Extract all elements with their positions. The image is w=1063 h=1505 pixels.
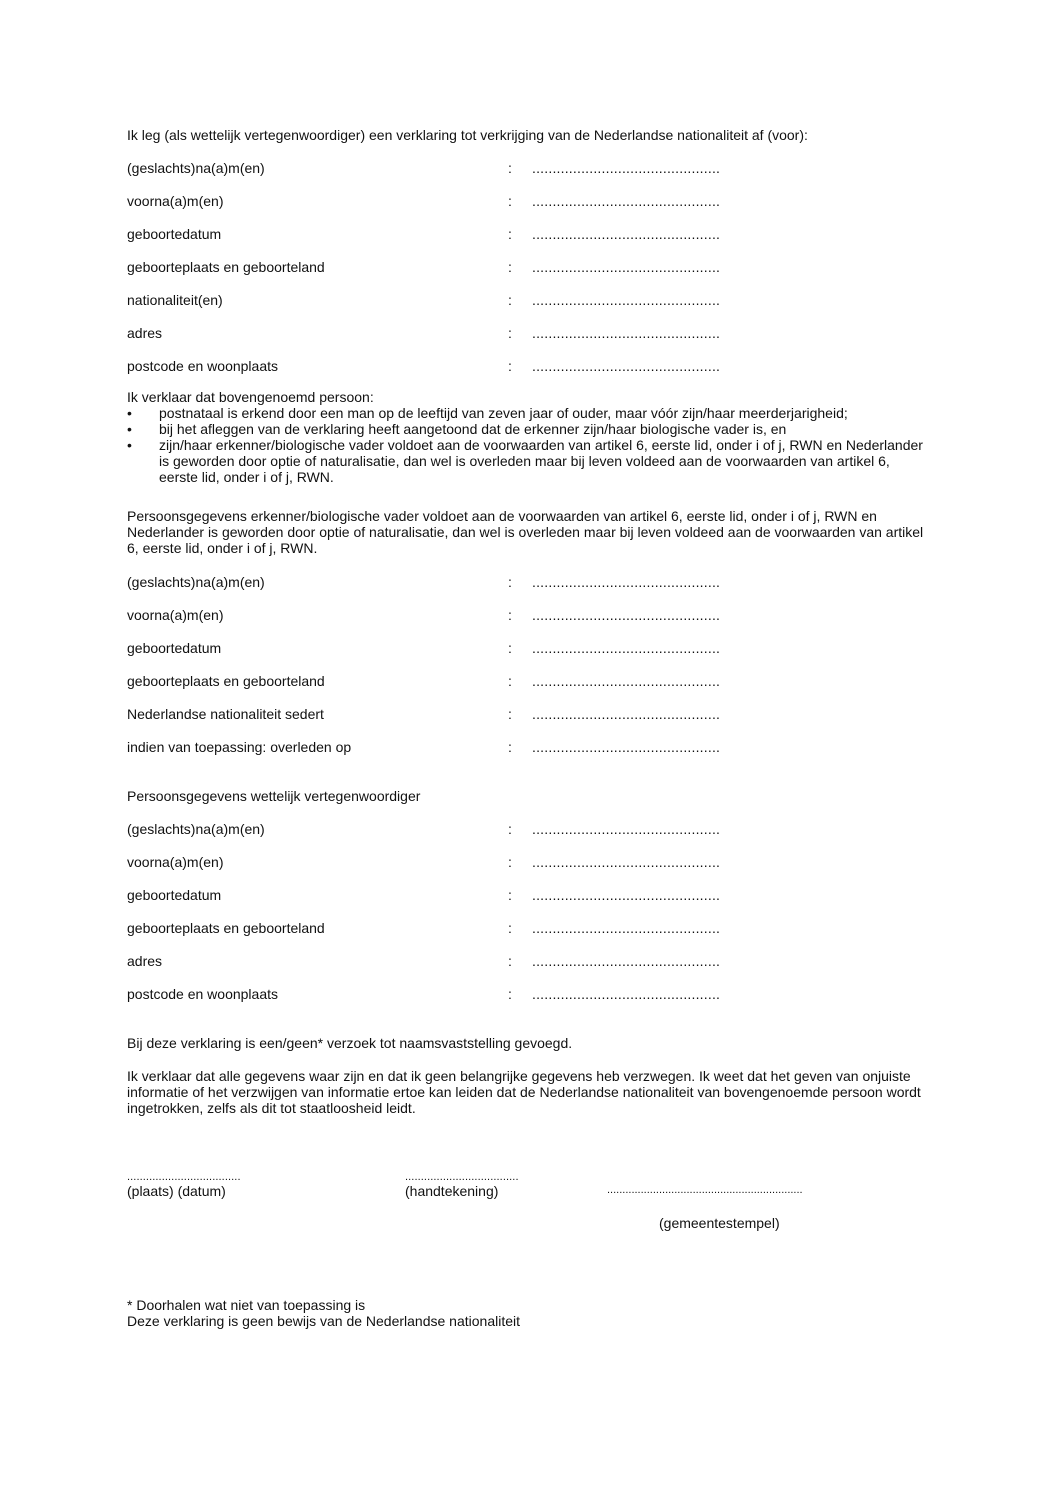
condition-text: bij het afleggen van de verklaring heeft aangetoond dat de erkenner zijn/haar biologische vader is, en bbox=[159, 421, 787, 437]
footnote bbox=[127, 1297, 520, 1329]
father-row-nationality-since bbox=[127, 706, 767, 739]
person-row-firstnames bbox=[127, 193, 767, 226]
fill-in-line[interactable]: .............................................. bbox=[532, 607, 721, 623]
person-row-postcode bbox=[127, 358, 767, 391]
fill-in-line[interactable]: .............................................. bbox=[532, 325, 721, 341]
field-colon: : bbox=[508, 706, 512, 722]
father-row-birthplace bbox=[127, 673, 767, 706]
fill-in-line[interactable]: .............................................. bbox=[532, 358, 721, 374]
field-colon: : bbox=[508, 887, 512, 903]
field-colon: : bbox=[508, 953, 512, 969]
representative-title: Persoonsgegevens wettelijk vertegenwoordiger bbox=[127, 788, 421, 804]
fill-in-line[interactable]: .............................................. bbox=[532, 160, 721, 176]
list-item bbox=[127, 437, 927, 485]
condition-text: postnataal is erkend door een man op de leeftijd van zeven jaar of ouder, maar vóór zijn/haar meerderjarigheid; bbox=[159, 405, 848, 421]
field-colon: : bbox=[508, 821, 512, 837]
declaration-title: Ik verklaar dat bovengenoemd persoon: bbox=[127, 389, 374, 405]
rep-row-firstnames bbox=[127, 854, 767, 887]
fill-in-line[interactable]: .............................................. bbox=[532, 920, 721, 936]
field-label: adres bbox=[127, 325, 163, 341]
municipal-stamp-line[interactable]: ................................................................ bbox=[607, 1184, 803, 1196]
signature-line[interactable]: .................................... bbox=[405, 1171, 519, 1183]
fill-in-line[interactable]: .............................................. bbox=[532, 292, 721, 308]
fill-in-line[interactable]: .............................................. bbox=[532, 854, 721, 870]
field-label: geboortedatum bbox=[127, 640, 222, 656]
list-item bbox=[127, 405, 927, 421]
field-label: voorna(a)m(en) bbox=[127, 854, 224, 870]
fill-in-line[interactable]: .............................................. bbox=[532, 193, 721, 209]
footnote-strike-note: * Doorhalen wat niet van toepassing is bbox=[127, 1297, 366, 1313]
field-colon: : bbox=[508, 673, 512, 689]
truth-statement: Ik verklaar dat alle gegevens waar zijn en dat ik geen belangrijke gegevens heb verzwegen. Ik weet dat het geven van onjuiste informatie of het verzwijgen van informatie ertoe kan leiden dat de Nederlandse nationaliteit van bovengenoemde persoon wordt ingetrokken, zelfs als dit tot staatloosheid leidt. bbox=[127, 1068, 921, 1116]
father-details-intro: Persoonsgegevens erkenner/biologische vader voldoet aan de voorwaarden van artikel 6, eerste lid, onder i of j, RWN en Nederlander is geworden door optie of naturalisatie, dan wel is overleden maar bij leven voldeed aan de voorwaarden van artikel 6, eerste lid, onder i of j, RWN. bbox=[127, 508, 924, 556]
field-label: postcode en woonplaats bbox=[127, 358, 278, 374]
fill-in-line[interactable]: .............................................. bbox=[532, 953, 721, 969]
fill-in-line[interactable]: .............................................. bbox=[532, 739, 721, 755]
bullet-icon: • bbox=[127, 437, 132, 453]
bullet-icon: • bbox=[127, 421, 132, 437]
municipal-stamp-label: (gemeentestempel) bbox=[659, 1215, 780, 1231]
field-label: (geslachts)na(a)m(en) bbox=[127, 160, 265, 176]
field-colon: : bbox=[508, 739, 512, 755]
father-row-deceased bbox=[127, 739, 767, 772]
field-label: indien van toepassing: overleden op bbox=[127, 739, 352, 755]
person-row-birthdate bbox=[127, 226, 767, 259]
fill-in-line[interactable]: .............................................. bbox=[532, 706, 721, 722]
field-label: geboortedatum bbox=[127, 226, 222, 242]
rep-row-address bbox=[127, 953, 767, 986]
field-label: voorna(a)m(en) bbox=[127, 193, 224, 209]
father-row-birthdate bbox=[127, 640, 767, 673]
signature-label: (handtekening) bbox=[405, 1183, 499, 1199]
field-label: geboorteplaats en geboorteland bbox=[127, 259, 325, 275]
rep-row-birthplace bbox=[127, 920, 767, 953]
place-date-label: (plaats) (datum) bbox=[127, 1183, 226, 1199]
fill-in-line[interactable]: .............................................. bbox=[532, 226, 721, 242]
fill-in-line[interactable]: .............................................. bbox=[532, 673, 721, 689]
field-colon: : bbox=[508, 358, 512, 374]
person-row-surname bbox=[127, 160, 767, 193]
field-label: (geslachts)na(a)m(en) bbox=[127, 821, 265, 837]
list-item bbox=[127, 421, 927, 437]
intro-text: Ik leg (als wettelijk vertegenwoordiger) een verklaring tot verkrijging van de Nederlandse nationaliteit af (voor): bbox=[127, 127, 808, 143]
fill-in-line[interactable]: .............................................. bbox=[532, 574, 721, 590]
field-label: nationaliteit(en) bbox=[127, 292, 223, 308]
field-label: (geslachts)na(a)m(en) bbox=[127, 574, 265, 590]
place-date-line[interactable]: .................................... bbox=[127, 1171, 241, 1183]
place-date-signature-block bbox=[127, 1167, 241, 1199]
rep-row-surname bbox=[127, 821, 767, 854]
field-colon: : bbox=[508, 193, 512, 209]
person-row-birthplace bbox=[127, 259, 767, 292]
field-colon: : bbox=[508, 226, 512, 242]
field-colon: : bbox=[508, 607, 512, 623]
representative-details-table bbox=[127, 821, 767, 1019]
field-colon: : bbox=[508, 160, 512, 176]
declaration-conditions-list bbox=[127, 405, 927, 485]
person-row-nationality bbox=[127, 292, 767, 325]
fill-in-line[interactable]: .............................................. bbox=[532, 640, 721, 656]
field-colon: : bbox=[508, 292, 512, 308]
field-colon: : bbox=[508, 325, 512, 341]
fill-in-line[interactable]: .............................................. bbox=[532, 821, 721, 837]
field-label: Nederlandse nationaliteit sedert bbox=[127, 706, 324, 722]
field-label: geboorteplaats en geboorteland bbox=[127, 920, 325, 936]
rep-row-postcode bbox=[127, 986, 767, 1019]
fill-in-line[interactable]: .............................................. bbox=[532, 259, 721, 275]
field-label: geboorteplaats en geboorteland bbox=[127, 673, 325, 689]
father-row-firstnames bbox=[127, 607, 767, 640]
condition-text: zijn/haar erkenner/biologische vader voldoet aan de voorwaarden van artikel 6, eerste lid, onder i of j, RWN en Nederlander is geworden door optie of naturalisatie, dan wel is overleden maar bij leven voldeed aan de voorwaarden van artikel 6, eerste lid, onder i of j, RWN. bbox=[159, 437, 923, 485]
field-colon: : bbox=[508, 854, 512, 870]
person-details-table bbox=[127, 160, 767, 391]
rep-row-birthdate bbox=[127, 887, 767, 920]
bullet-icon: • bbox=[127, 405, 132, 421]
footnote-disclaimer: Deze verklaring is geen bewijs van de Nederlandse nationaliteit bbox=[127, 1313, 521, 1329]
fill-in-line[interactable]: .............................................. bbox=[532, 986, 721, 1002]
field-label: adres bbox=[127, 953, 163, 969]
handwritten-signature-block bbox=[405, 1167, 519, 1199]
field-label: voorna(a)m(en) bbox=[127, 607, 224, 623]
name-request-text: Bij deze verklaring is een/geen* verzoek tot naamsvaststelling gevoegd. bbox=[127, 1035, 573, 1051]
field-colon: : bbox=[508, 574, 512, 590]
father-row-surname bbox=[127, 574, 767, 607]
person-row-address bbox=[127, 325, 767, 358]
field-colon: : bbox=[508, 920, 512, 936]
fill-in-line[interactable]: .............................................. bbox=[532, 887, 721, 903]
field-label: postcode en woonplaats bbox=[127, 986, 278, 1002]
father-details-table bbox=[127, 574, 767, 772]
field-label: geboortedatum bbox=[127, 887, 222, 903]
field-colon: : bbox=[508, 259, 512, 275]
field-colon: : bbox=[508, 640, 512, 656]
field-colon: : bbox=[508, 986, 512, 1002]
